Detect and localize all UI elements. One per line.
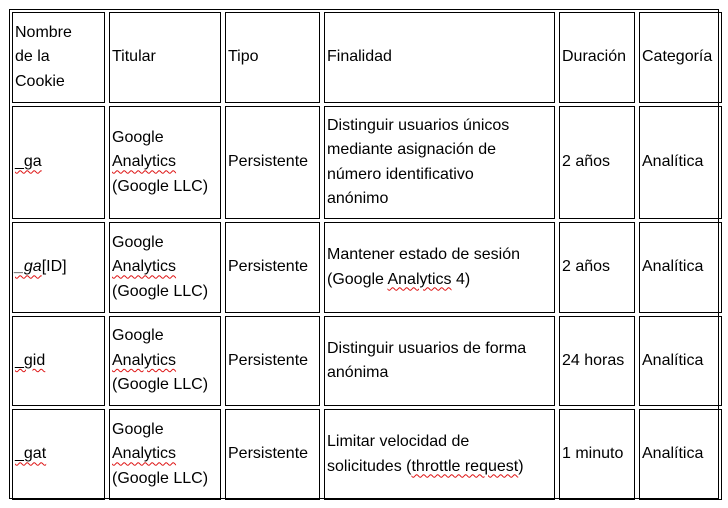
cookie-name-cell — [12, 106, 105, 219]
tipo-cell: Persistente — [225, 409, 320, 500]
finalidad-line: número identificativo — [327, 165, 474, 183]
duracion-cell: 24 horas — [559, 316, 635, 406]
titular-line: (Google LLC) — [112, 376, 209, 394]
finalidad-line: Distinguir usuarios de forma — [327, 339, 527, 357]
finalidad-line: anónima — [327, 364, 389, 381]
tipo-cell: Persistente — [225, 316, 320, 406]
finalidad-line: ) — [518, 457, 524, 475]
header-cell-finalidad: Finalidad — [324, 12, 555, 103]
cookie-name: _ga — [15, 153, 42, 171]
table-row — [12, 222, 722, 313]
header-cell-duracion: Duración — [559, 12, 635, 103]
tipo-cell: Persistente — [225, 106, 320, 219]
titular-line: Analytics — [112, 351, 177, 369]
finalidad-line: (Google — [327, 270, 388, 288]
cookie-name: _gat — [15, 445, 47, 463]
finalidad-line: Limitar velocidad de — [327, 433, 470, 450]
titular-line: Google — [112, 420, 164, 438]
cookie-name-cell — [12, 409, 105, 500]
cookie-name-cell — [12, 222, 105, 313]
titular-line: (Google LLC) — [112, 177, 209, 195]
finalidad-cell — [324, 106, 555, 219]
titular-line: Google — [112, 327, 164, 345]
titular-cell — [109, 106, 221, 219]
header-cell-titular: Titular — [109, 12, 221, 103]
table-row — [12, 409, 722, 500]
duracion-cell: 2 años — [559, 106, 635, 219]
tipo-cell: Persistente — [225, 222, 320, 313]
titular-cell — [109, 316, 221, 406]
titular-line: Analytics — [112, 258, 177, 276]
titular-cell — [109, 222, 221, 313]
titular-line: Analytics — [112, 445, 177, 463]
finalidad-line: 4) — [451, 270, 471, 288]
duracion-cell: 2 años — [559, 222, 635, 313]
cookie-name-suffix: [ID] — [41, 258, 67, 276]
finalidad-line: Analytics — [387, 270, 452, 288]
finalidad-line: mediante asignación de — [327, 141, 497, 158]
finalidad-line: Distinguir usuarios únicos — [327, 116, 510, 134]
titular-line: Analytics — [112, 153, 177, 171]
cookie-name: _gid — [15, 351, 46, 369]
categoria-cell: Analítica — [639, 316, 722, 406]
titular-cell — [109, 409, 221, 500]
cookie-name-cell — [12, 316, 105, 406]
finalidad-line: Mantener estado de sesión — [327, 246, 521, 263]
categoria-cell: Analítica — [639, 222, 722, 313]
cookie-table — [8, 9, 726, 503]
table-header-row — [12, 12, 722, 103]
table-row — [12, 106, 722, 219]
finalidad-line: solicitudes ( — [327, 457, 412, 475]
header-cell-nombre: Nombre de la Cookie — [12, 12, 105, 103]
titular-line: Google — [112, 233, 164, 251]
header-cell-tipo: Tipo — [225, 12, 320, 103]
cookie-name: _ga — [15, 258, 42, 276]
finalidad-line: throttle request — [411, 457, 519, 475]
titular-line: Google — [112, 128, 164, 146]
table-row — [12, 316, 722, 406]
categoria-cell: Analítica — [639, 409, 722, 500]
categoria-cell: Analítica — [639, 106, 722, 219]
finalidad-cell — [324, 409, 555, 500]
finalidad-line: anónimo — [327, 190, 389, 207]
titular-line: (Google LLC) — [112, 282, 209, 300]
titular-line: (Google LLC) — [112, 469, 209, 487]
header-cell-categoria: Categoría — [639, 12, 722, 103]
duracion-cell: 1 minuto — [559, 409, 635, 500]
finalidad-cell — [324, 316, 555, 406]
finalidad-cell — [324, 222, 555, 313]
